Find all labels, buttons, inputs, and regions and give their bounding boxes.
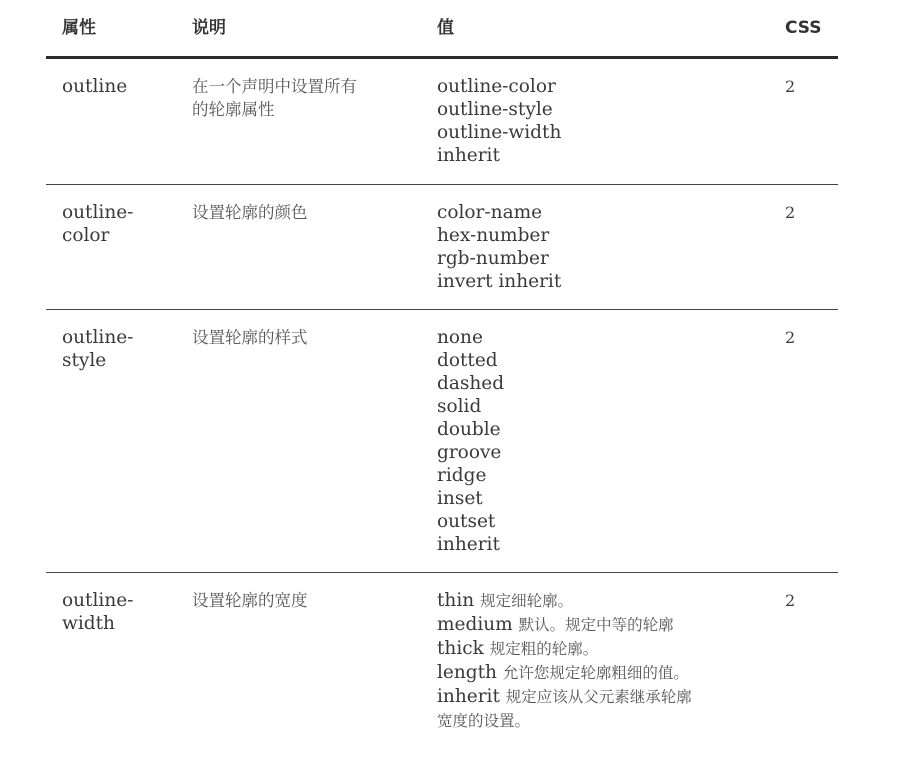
value-keyword: inherit (437, 686, 500, 707)
table-row-outline-color (46, 185, 838, 310)
table-row-outline-style (46, 310, 838, 573)
value-description: 宽度的设置。 (437, 712, 531, 730)
values-cell (437, 201, 767, 293)
value-item: solid (437, 396, 482, 417)
property-name: style (62, 350, 107, 371)
css-version-cell (785, 75, 825, 98)
header-css: CSS (785, 18, 822, 38)
css-version: 2 (785, 591, 796, 610)
header-description: 说明 (192, 18, 226, 38)
value-keyword: length (437, 662, 497, 683)
value-item: hex-number (437, 225, 550, 246)
value-item: outset (437, 511, 496, 532)
value-item: rgb-number (437, 248, 549, 269)
value-item: inset (437, 488, 483, 509)
outline-properties-table (46, 0, 838, 743)
description-line: 在一个声明中设置所有 (192, 77, 357, 96)
description-cell (192, 201, 412, 224)
value-item (437, 637, 767, 661)
property-cell (62, 201, 162, 247)
value-item: inherit (437, 534, 500, 555)
value-item: inherit (437, 145, 500, 166)
table-header (46, 0, 838, 59)
css-version: 2 (785, 203, 796, 222)
values-cell (437, 589, 767, 733)
header-values: 值 (437, 18, 454, 38)
values-cell (437, 326, 767, 556)
header-property: 属性 (62, 18, 96, 38)
description-line: 设置轮廓的样式 (192, 328, 308, 347)
value-keyword: thin (437, 590, 475, 611)
description-cell (192, 75, 412, 121)
value-description: 规定细轮廓。 (480, 592, 574, 610)
property-name: outline- (62, 327, 134, 348)
description-cell (192, 326, 412, 349)
value-item: double (437, 419, 501, 440)
property-name: outline (62, 76, 128, 97)
description-line: 设置轮廓的颜色 (192, 203, 308, 222)
value-item: outline-color (437, 76, 556, 97)
value-item (437, 661, 767, 685)
css-version-cell (785, 201, 825, 224)
value-item (437, 685, 767, 709)
value-item: outline-width (437, 122, 562, 143)
css-version: 2 (785, 77, 796, 96)
property-name: outline- (62, 590, 134, 611)
table-row-outline-width (46, 573, 838, 743)
value-item (437, 709, 767, 733)
value-item: outline-style (437, 99, 553, 120)
value-description: 默认。规定中等的轮廓 (518, 616, 674, 634)
value-keyword: medium (437, 614, 513, 635)
value-item: ridge (437, 465, 487, 486)
value-item: dashed (437, 373, 505, 394)
value-description: 规定应该从父元素继承轮廓 (505, 688, 692, 706)
property-cell (62, 589, 162, 635)
property-cell (62, 75, 162, 98)
css-version-cell (785, 589, 825, 612)
description-line: 的轮廓属性 (192, 100, 275, 119)
value-description: 规定粗的轮廓。 (489, 640, 599, 658)
value-item (437, 589, 767, 613)
value-description: 允许您规定轮廓粗细的值。 (502, 664, 689, 682)
value-item: invert inherit (437, 271, 562, 292)
value-item: none (437, 327, 483, 348)
value-item (437, 613, 767, 637)
value-item: color-name (437, 202, 543, 223)
property-name: outline- (62, 202, 134, 223)
property-name: width (62, 613, 115, 634)
description-line: 设置轮廓的宽度 (192, 591, 308, 610)
value-keyword: thick (437, 638, 484, 659)
value-item: dotted (437, 350, 498, 371)
table-row-outline (46, 59, 838, 185)
property-name: color (62, 225, 110, 246)
values-cell (437, 75, 767, 167)
css-version-cell (785, 326, 825, 349)
property-cell (62, 326, 162, 372)
description-cell (192, 589, 412, 612)
value-item: groove (437, 442, 502, 463)
css-version: 2 (785, 328, 796, 347)
